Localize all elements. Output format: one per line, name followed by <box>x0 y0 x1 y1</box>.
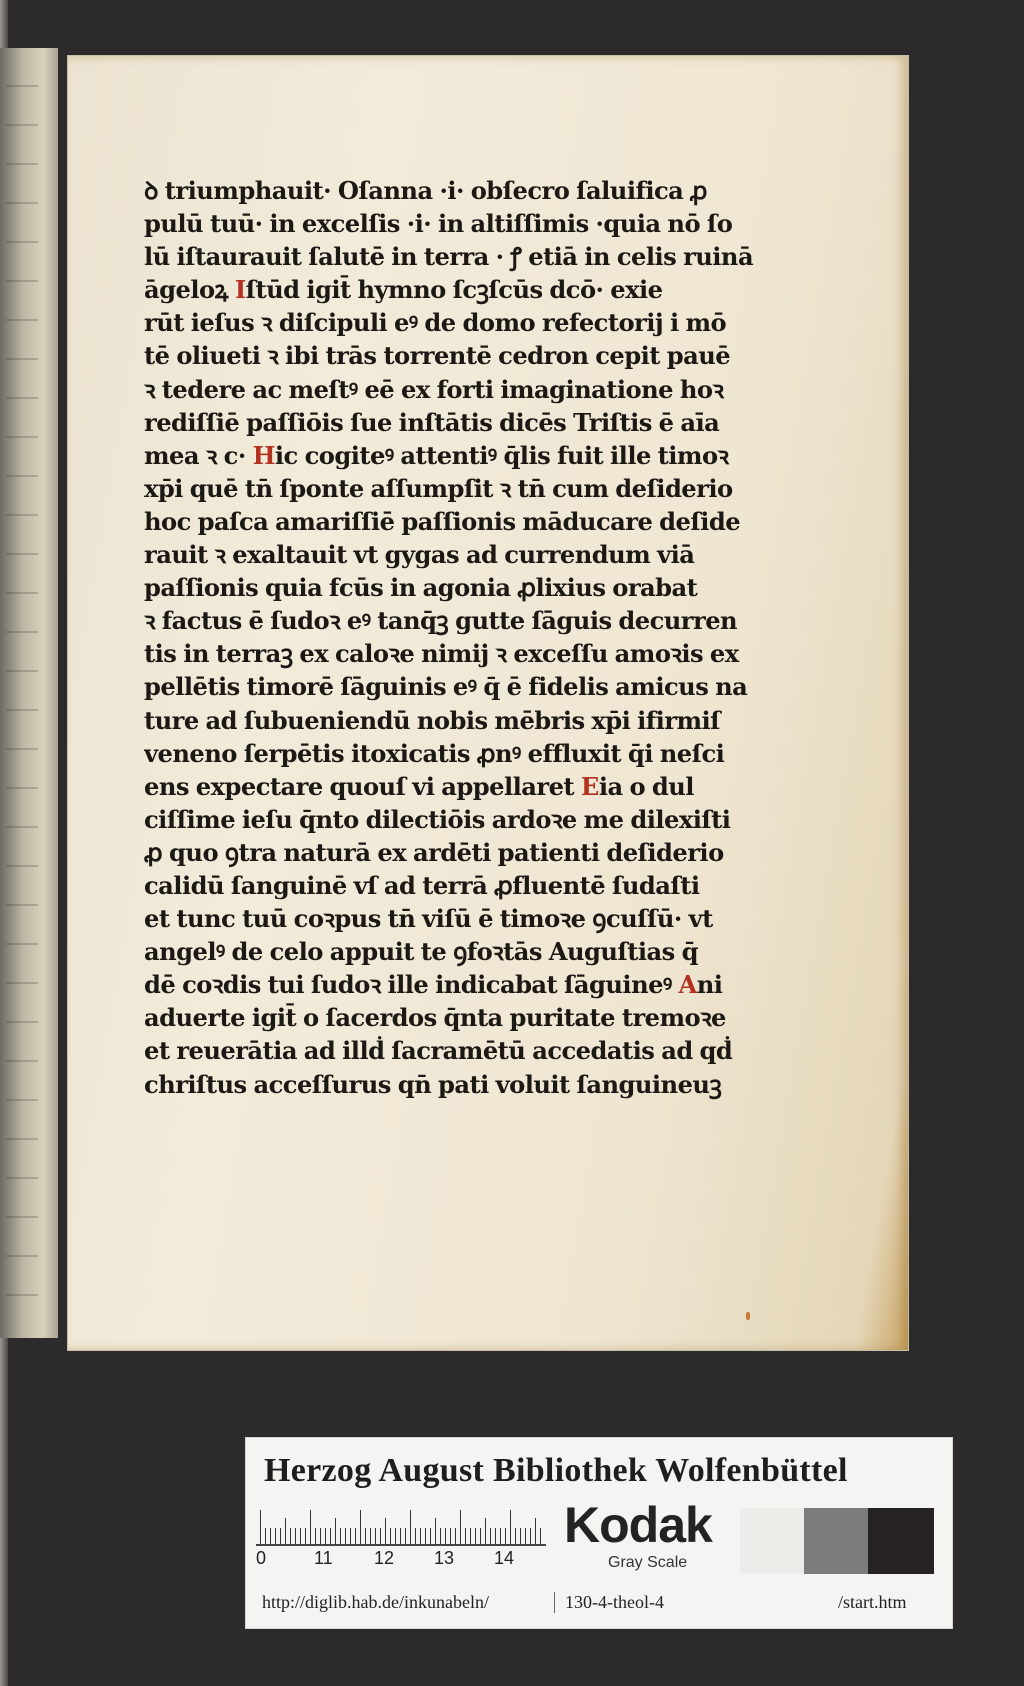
ruler-tick <box>320 1528 321 1544</box>
ruler-number: 12 <box>374 1548 395 1568</box>
ruler-tick <box>485 1518 486 1544</box>
text-line <box>144 604 764 637</box>
ruler-tick <box>445 1528 446 1544</box>
text-line <box>144 836 764 869</box>
text-line <box>144 571 764 604</box>
text-run: tis in terraꝫ ex caloꝛe nimij ꝛ exceſſu amoꝛis ex <box>144 639 739 669</box>
text-run: āgeloꝝ <box>144 275 235 305</box>
text-run: ſtūd igit̄ hymno ſcꝫſcūs dcō· exie <box>245 275 663 305</box>
facing-page-line <box>6 826 38 828</box>
ruler-tick <box>380 1528 381 1544</box>
facing-page-line <box>6 1255 38 1257</box>
facing-page-line <box>6 124 38 126</box>
ruler-tick <box>370 1528 371 1544</box>
ruler-tick <box>355 1528 356 1544</box>
ruler-number: 0 <box>256 1548 267 1568</box>
text-run: mea ꝛ c· <box>144 440 253 470</box>
text-run: et reuerātia ad illḋ ſacramētū accedatis ad qḋ <box>144 1036 733 1066</box>
ruler-tick <box>490 1528 491 1544</box>
text-line <box>144 174 764 207</box>
text-line <box>144 902 764 935</box>
text-run: ꝓ quo ꝯtra naturā ex ardēti patienti deſiderio <box>144 837 724 867</box>
ruler-number: 11 <box>314 1548 333 1568</box>
ruler-tick <box>300 1528 301 1544</box>
ruler-tick <box>415 1528 416 1544</box>
text-run: aduerte igit̄ o ſacerdos q̄nta puritate tremoꝛe <box>144 1003 726 1033</box>
ruler-tick <box>400 1528 401 1544</box>
ruler-tick <box>350 1528 351 1544</box>
facing-page-line <box>6 553 38 555</box>
text-line <box>144 935 764 968</box>
text-run: ia o dul <box>598 771 694 801</box>
start-page-path: /start.htm <box>838 1592 907 1612</box>
text-run: hoc paſca amariſſiē paſſionis māducare deſide <box>144 506 741 536</box>
ruler-tick <box>335 1518 336 1544</box>
text-run: pulū tuū· in excelſis ·i· in altiſſimis ·quia nō ſo <box>144 209 733 239</box>
facing-page-line <box>6 670 38 672</box>
facing-page-line <box>6 865 38 867</box>
text-run: tē oliueti ꝛ ibi trās torrentē cedron cepit pauē <box>144 341 731 371</box>
text-run: ens expectare quouſ vi appellaret <box>144 771 581 801</box>
ruler-tick <box>495 1528 496 1544</box>
text-line <box>144 538 764 571</box>
manuscript-page <box>68 56 908 1350</box>
ruler-tick <box>535 1518 536 1544</box>
color-target-card <box>245 1437 953 1629</box>
ruler-tick <box>395 1528 396 1544</box>
ruler-tick <box>520 1528 521 1544</box>
text-run: dē coꝛdis tui ſudoꝛ ille indicabat ſāguineꝰ <box>144 970 679 1000</box>
gray-swatch-black <box>868 1508 934 1574</box>
text-line <box>144 406 764 439</box>
facing-page-line <box>6 1294 38 1296</box>
ruler-tick <box>525 1528 526 1544</box>
text-run: angelꝰ de celo appuit te ꝯfoꝛtās Auguſtias q̄ <box>144 937 698 967</box>
ruler-tick <box>390 1528 391 1544</box>
text-line <box>144 339 764 372</box>
ruler-tick <box>265 1528 266 1544</box>
ruler-tick <box>475 1528 476 1544</box>
text-run: et tunc tuū coꝛpus tn̄ viſū ē timoꝛe ꝯcuſſū· vt <box>144 904 713 934</box>
ruler-tick <box>385 1518 386 1544</box>
ruler-tick <box>455 1528 456 1544</box>
ruler-tick <box>270 1528 271 1544</box>
kodak-logo: Kodak <box>564 1497 712 1553</box>
gray-swatch-mid <box>804 1508 868 1574</box>
facing-page-line <box>6 202 38 204</box>
facing-page-line <box>6 280 38 282</box>
facing-page-line <box>6 85 38 87</box>
ruler-tick <box>330 1528 331 1544</box>
ruler-tick <box>310 1510 311 1544</box>
text-line <box>144 373 764 406</box>
gray-scale-label: Gray Scale <box>608 1554 688 1571</box>
institution-title: Herzog August Bibliothek Wolfenbüttel <box>264 1452 848 1489</box>
ruler-tick <box>340 1528 341 1544</box>
page-stain <box>746 1312 750 1320</box>
ruler-tick <box>425 1528 426 1544</box>
text-line <box>144 1001 764 1034</box>
ruler-tick <box>285 1518 286 1544</box>
rubricated-initial: H <box>252 440 275 470</box>
ruler-tick <box>480 1528 481 1544</box>
ruler-tick <box>410 1510 411 1544</box>
ruler-tick <box>465 1528 466 1544</box>
facing-page-line <box>6 241 38 243</box>
text-run: rauit ꝛ exaltauit vt gygas ad currendum viā <box>144 540 695 570</box>
text-run: pellētis timorē ſāguinis eꝰ q̄ ē fidelis amicus na <box>144 672 748 702</box>
shelfmark: 130-4-theol-4 <box>554 1592 664 1613</box>
text-line <box>144 670 764 703</box>
facing-page-line <box>6 1060 38 1062</box>
ruler-tick <box>530 1528 531 1544</box>
text-line <box>144 207 764 240</box>
text-line <box>144 704 764 737</box>
ruler-tick <box>365 1528 366 1544</box>
rubricated-initial: E <box>580 771 599 801</box>
ruler-tick <box>470 1528 471 1544</box>
ruler-tick <box>505 1528 506 1544</box>
facing-page-line <box>6 319 38 321</box>
ruler-tick <box>345 1528 346 1544</box>
text-line <box>144 637 764 670</box>
facing-page-line <box>6 1021 38 1023</box>
ruler-tick <box>260 1510 261 1544</box>
facing-page-line <box>6 514 38 516</box>
text-run: rediſſiē paſſiōis ſue inſtātis dicēs Triſtis ē aīa <box>144 407 720 437</box>
rubricated-initial: A <box>678 970 697 1000</box>
ruler-tick <box>540 1528 541 1544</box>
text-line <box>144 505 764 538</box>
facing-page-line <box>6 163 38 165</box>
text-run: ture ad ſubueniendū nobis mēbris xp̄i ifirmiſ <box>144 705 721 735</box>
ruler-tick <box>440 1528 441 1544</box>
text-run: calidū ſanguinē vſ ad terrā ꝓfluentē ſudaſti <box>144 870 700 900</box>
ruler-tick <box>460 1510 461 1544</box>
facing-page-line <box>6 943 38 945</box>
text-run: veneno ſerpētis itoxicatis ꝓnꝰ effluxit q̄i neſci <box>144 738 725 768</box>
text-run: lū iſtaurauit ſalutē in terra · ꝭ etiā in celis ruinā <box>144 242 754 272</box>
text-line <box>144 968 764 1001</box>
incunable-text-block <box>144 174 764 1101</box>
facing-page-strip <box>0 48 58 1338</box>
text-line <box>144 869 764 902</box>
facing-page-line <box>6 1216 38 1218</box>
ruler-tick <box>420 1528 421 1544</box>
facing-page-line <box>6 1138 38 1140</box>
ruler-tick <box>275 1528 276 1544</box>
ruler-number: 13 <box>434 1548 455 1568</box>
text-line <box>144 472 764 505</box>
ruler-tick <box>430 1528 431 1544</box>
ruler-tick <box>515 1528 516 1544</box>
facing-page-line <box>6 592 38 594</box>
text-run: paſſionis quia fcūs in agonia ꝓlixius orabat <box>144 573 698 603</box>
facing-page-line <box>6 631 38 633</box>
text-run: ni <box>696 970 723 1000</box>
gray-swatch-white <box>740 1508 804 1574</box>
ruler-tick <box>325 1528 326 1544</box>
facing-page-line <box>6 1099 38 1101</box>
ruler-tick <box>435 1518 436 1544</box>
facing-page-line <box>6 1177 38 1179</box>
ruler-tick <box>295 1528 296 1544</box>
ruler-numbers <box>256 1548 556 1572</box>
text-line <box>144 273 764 306</box>
facing-page-line <box>6 748 38 750</box>
facing-page-line <box>6 358 38 360</box>
text-line <box>144 439 764 472</box>
text-run: xp̄i quē tn̄ ſponte aſſumpſit ꝛ tn̄ cum deſiderio <box>144 473 733 503</box>
text-run: ciſſime ieſu q̄nto dilectiōis ardoꝛe me dilexiſti <box>144 804 731 834</box>
ruler-tick <box>360 1510 361 1544</box>
text-run: ꝺ triumphauit· Oſanna ·i· obſecro ſaluifica ꝓ <box>144 176 707 205</box>
facing-page-line <box>6 709 38 711</box>
measurement-ruler <box>256 1506 546 1546</box>
text-line <box>144 1034 764 1067</box>
facing-page-line <box>6 904 38 906</box>
ruler-tick <box>375 1528 376 1544</box>
ruler-tick <box>280 1528 281 1544</box>
rubricated-initial: I <box>234 275 246 305</box>
ruler-tick <box>405 1528 406 1544</box>
text-line <box>144 306 764 339</box>
text-run: ꝛ tedere ac meſtꝰ eē ex forti imaginatione hoꝛ <box>144 374 724 404</box>
text-line <box>144 803 764 836</box>
facing-page-line <box>6 982 38 984</box>
ruler-number: 14 <box>494 1548 515 1568</box>
ruler-tick <box>290 1528 291 1544</box>
text-run: ic cogiteꝰ attentiꝰ q̄lis fuit ille timoꝛ <box>274 440 729 470</box>
facing-page-line <box>6 475 38 477</box>
text-line <box>144 737 764 770</box>
text-line <box>144 1068 764 1101</box>
text-line <box>144 770 764 803</box>
facing-page-line <box>6 787 38 789</box>
ruler-tick <box>315 1528 316 1544</box>
ruler-tick <box>305 1528 306 1544</box>
facing-page-line <box>6 436 38 438</box>
ruler-tick <box>510 1510 511 1544</box>
text-line <box>144 240 764 273</box>
facing-page-line <box>6 397 38 399</box>
text-run: ꝛ factus ē ſudoꝛ eꝰ tanq̄ꝫ gutte ſāguis decurren <box>144 606 738 636</box>
ruler-tick <box>500 1528 501 1544</box>
text-run: chriſtus acceſſurus qn̄ pati voluit ſanguineuꝫ <box>144 1069 722 1099</box>
text-run: rūt ieſus ꝛ diſcipuli eꝰ de domo refectorij i mō <box>144 308 727 338</box>
ruler-tick <box>450 1528 451 1544</box>
library-url: http://diglib.hab.de/inkunabeln/ <box>262 1592 489 1612</box>
